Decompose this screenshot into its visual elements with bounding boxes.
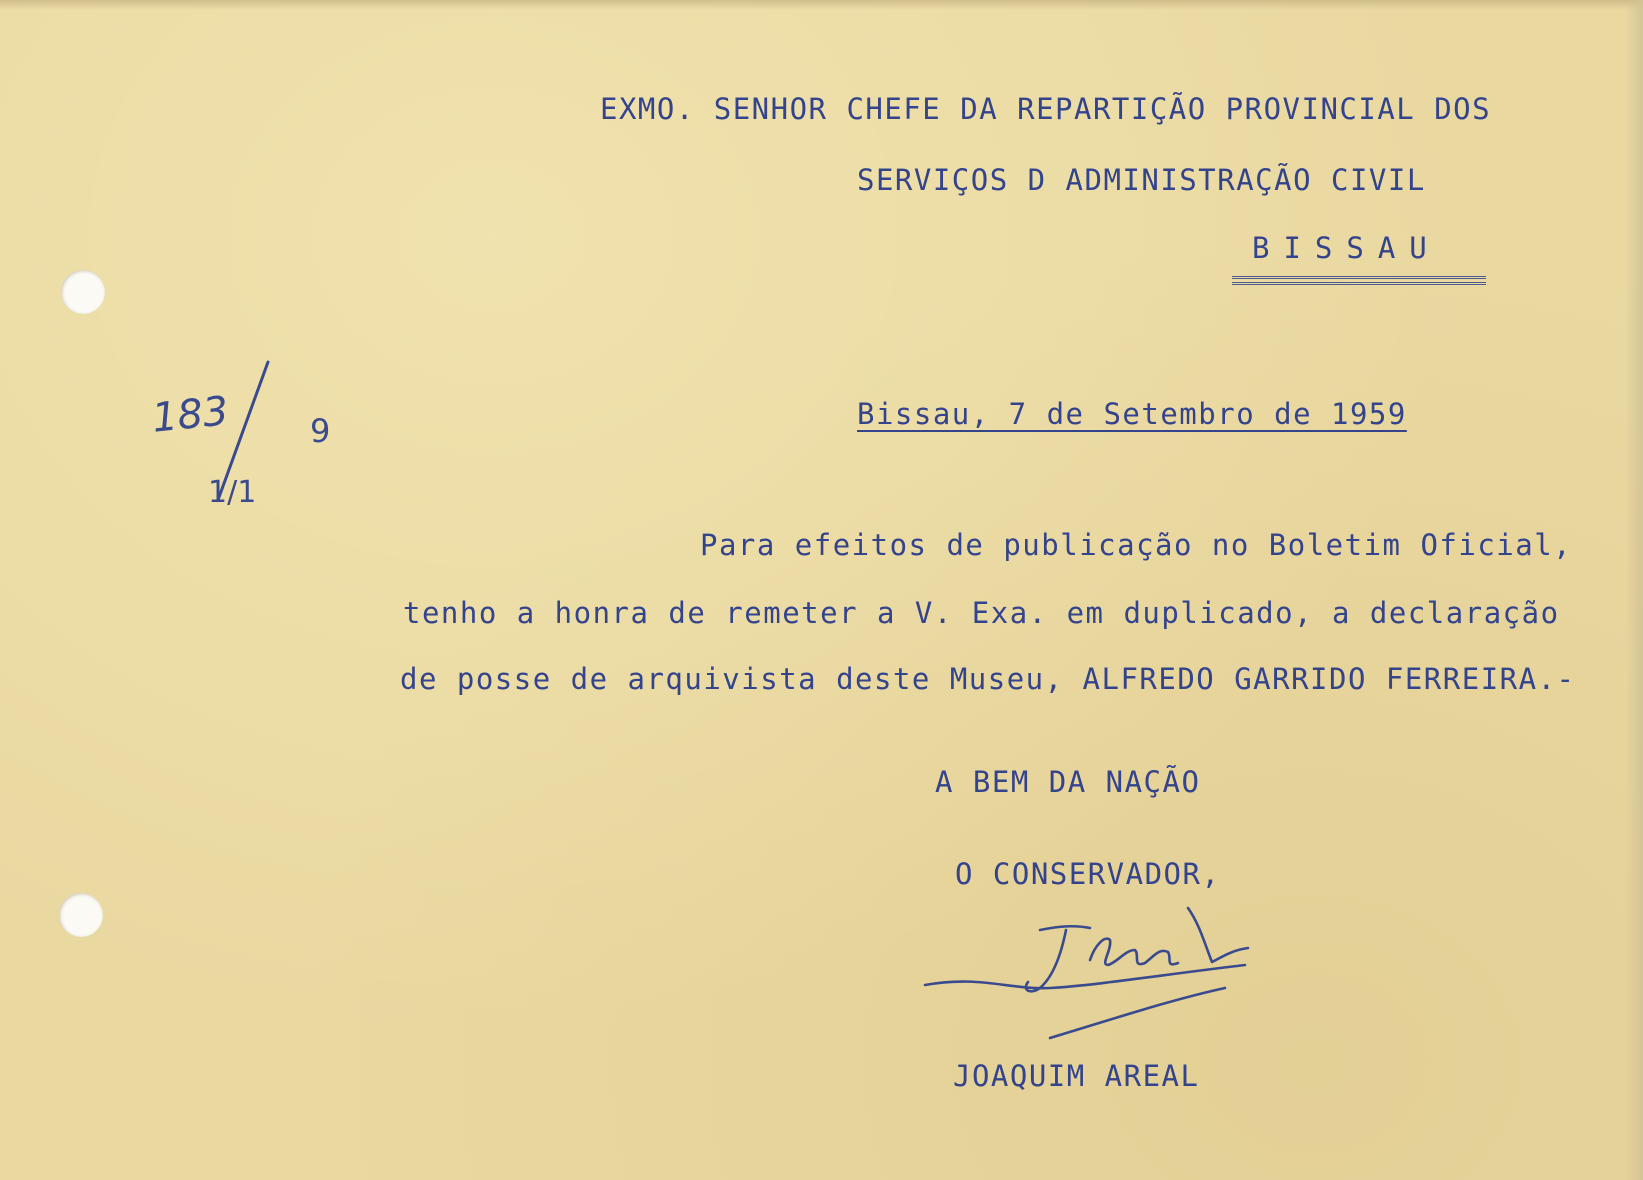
body-line-1: Para efeitos de publicação no Boletim Oficial, <box>700 528 1573 562</box>
reference-suffix: 9 <box>310 412 331 450</box>
addressee-city: BISSAU <box>1252 231 1441 265</box>
punch-hole-top <box>61 270 105 314</box>
addressee-line-2: SERVIÇOS D ADMINISTRAÇÃO CIVIL <box>857 163 1426 197</box>
reference-number: 183 <box>149 388 231 442</box>
paper-top-edge <box>0 0 1643 10</box>
signer-name: JOAQUIM AREAL <box>953 1059 1200 1093</box>
body-line-3: de posse de arquivista deste Museu, ALFREDO GARRIDO FERREIRA.- <box>400 662 1576 696</box>
signature-scribble <box>925 908 1248 1038</box>
closing-title: O CONSERVADOR, <box>955 857 1221 891</box>
body-line-2: tenho a honra de remeter a V. Exa. em duplicado, a declaração <box>403 596 1560 630</box>
closing-motto: A BEM DA NAÇÃO <box>935 765 1201 799</box>
punch-hole-bottom <box>59 893 103 937</box>
reference-sub: 1/1 <box>208 475 257 510</box>
paper-right-edge <box>1625 0 1643 1180</box>
addressee-double-rule <box>1232 276 1486 285</box>
date-line: Bissau, 7 de Setembro de 1959 <box>857 397 1407 431</box>
addressee-line-1: EXMO. SENHOR CHEFE DA REPARTIÇÃO PROVINCIAL DOS <box>600 92 1492 126</box>
